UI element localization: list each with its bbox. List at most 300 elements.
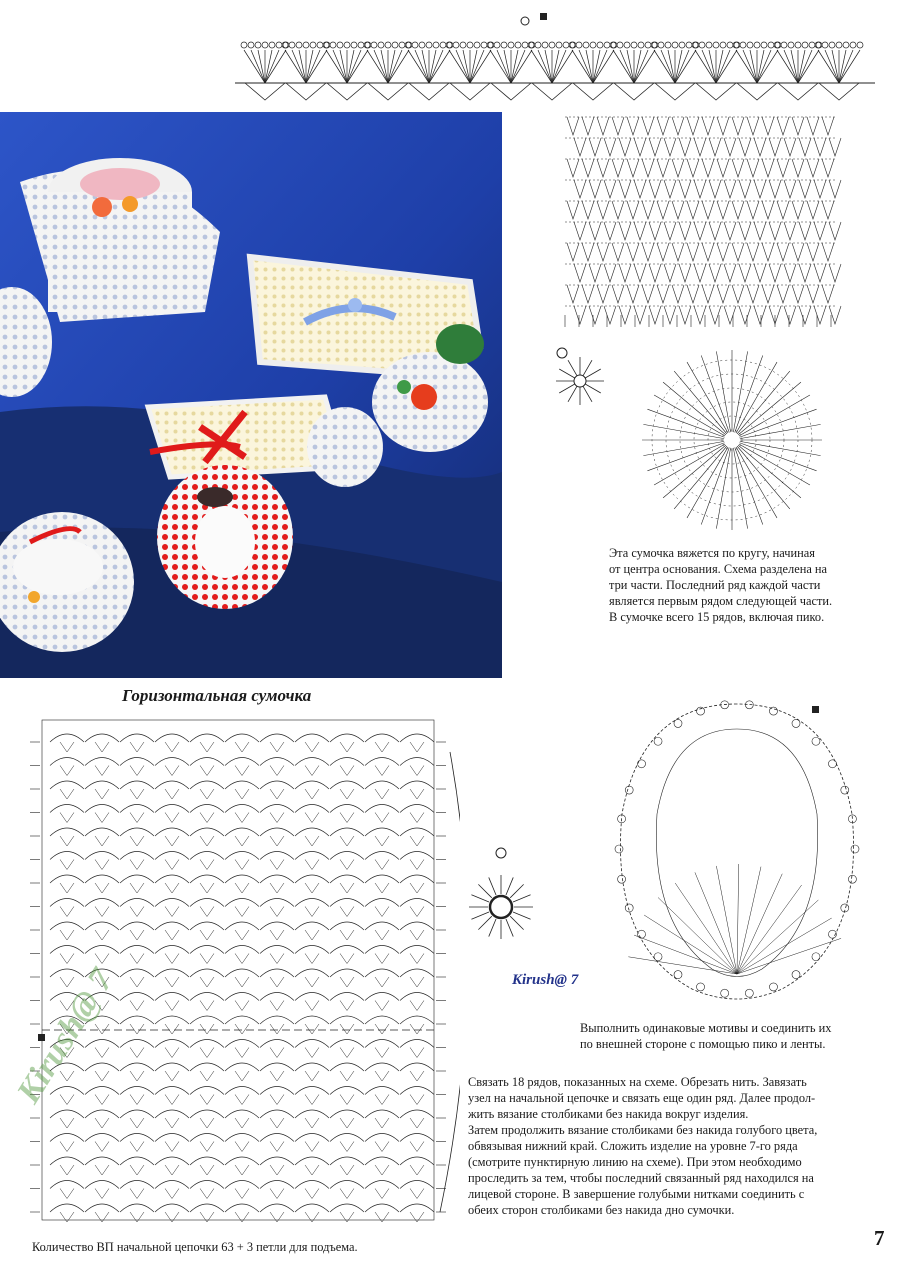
bag-v xyxy=(305,813,319,823)
mesh-v xyxy=(717,243,729,261)
bag-arc xyxy=(295,899,329,907)
bag-v xyxy=(375,1001,389,1011)
bag-v xyxy=(410,1048,424,1058)
mesh-v xyxy=(807,201,819,219)
mesh-v xyxy=(762,159,774,177)
spoke xyxy=(674,446,727,509)
bag-arc xyxy=(295,922,329,930)
bag-v xyxy=(200,742,214,752)
mesh-v xyxy=(814,222,826,240)
edging-picot xyxy=(624,42,630,48)
bag-arc xyxy=(260,922,294,930)
fan-stitch xyxy=(675,883,737,974)
bag-arc xyxy=(365,1110,399,1118)
bag-v xyxy=(165,742,179,752)
edging-picot xyxy=(296,42,302,48)
fan-stitch xyxy=(737,864,739,974)
edging-point xyxy=(532,83,572,100)
bag-v xyxy=(165,1212,179,1222)
edging-stitch xyxy=(716,50,730,83)
mesh-v xyxy=(567,285,579,303)
bag-v xyxy=(270,907,284,917)
bag-arc xyxy=(260,828,294,836)
bag-arc xyxy=(365,734,399,742)
edging-picot xyxy=(385,42,391,48)
bag-arc xyxy=(365,993,399,1001)
pouch-outline xyxy=(620,704,853,999)
bag-arc xyxy=(295,852,329,860)
bag-v xyxy=(200,977,214,987)
mesh-v xyxy=(739,264,751,282)
bag-v xyxy=(375,860,389,870)
product-photo xyxy=(0,112,502,678)
bag-arc xyxy=(50,758,84,766)
bag-v xyxy=(410,1165,424,1175)
edging-stitch xyxy=(265,50,279,83)
mesh-v xyxy=(597,201,609,219)
edging-picot xyxy=(631,42,637,48)
bag-arc xyxy=(330,1157,364,1165)
mesh-v xyxy=(739,138,751,156)
ray xyxy=(489,919,496,937)
mesh-v xyxy=(604,138,616,156)
edging-point xyxy=(778,83,818,100)
mesh-v xyxy=(702,285,714,303)
bag-v xyxy=(165,1095,179,1105)
bag-arc xyxy=(155,1087,189,1095)
mesh-v xyxy=(747,243,759,261)
bag-arc xyxy=(85,734,119,742)
mesh-v xyxy=(597,159,609,177)
bag-arc xyxy=(225,734,259,742)
mesh-v xyxy=(792,159,804,177)
bag-v xyxy=(410,954,424,964)
edging-picot xyxy=(392,42,398,48)
bag-arc xyxy=(190,828,224,836)
mesh-v xyxy=(694,222,706,240)
bag-arc xyxy=(260,1134,294,1142)
edging-picot xyxy=(241,42,247,48)
motifs-text: Выполнить одинаковые мотивы и соединить их по внешней стороне с помощью пико и ленты. xyxy=(580,1021,832,1051)
edging-picot xyxy=(843,42,849,48)
mesh-v xyxy=(792,117,804,135)
round-bag-text: Эта сумочка вяжется по кругу, начиная от центра основания. Схема разделена на три части. Последний ряд каждой части является первым рядом следующей части. В сумочке всего 15 рядов, включая пико. xyxy=(609,546,833,624)
mesh-v xyxy=(709,138,721,156)
bag-arc xyxy=(120,1110,154,1118)
bag-arc xyxy=(190,852,224,860)
bag-arc xyxy=(120,758,154,766)
bag-arc xyxy=(225,828,259,836)
bag-v xyxy=(130,1165,144,1175)
ray xyxy=(585,384,601,393)
bag-arc xyxy=(365,922,399,930)
bag-v xyxy=(200,1165,214,1175)
bag-arc xyxy=(295,1134,329,1142)
picot xyxy=(769,983,777,991)
mesh-v xyxy=(702,117,714,135)
fan-stitch xyxy=(658,897,737,974)
bag-v xyxy=(235,1142,249,1152)
edging-picot xyxy=(617,42,623,48)
mesh-v xyxy=(709,222,721,240)
bag-v xyxy=(200,1142,214,1152)
mesh-v xyxy=(799,264,811,282)
spoke xyxy=(663,445,726,498)
bag-v xyxy=(165,1118,179,1128)
bag-arc xyxy=(260,1087,294,1095)
bag-arc xyxy=(155,1063,189,1071)
edging-picot xyxy=(508,42,514,48)
bag-v xyxy=(270,742,284,752)
mesh-v xyxy=(724,306,736,324)
edging-picot xyxy=(535,42,541,48)
bag-v xyxy=(200,1048,214,1058)
bag-v xyxy=(270,1071,284,1081)
mesh-v xyxy=(627,285,639,303)
spoke xyxy=(643,424,724,438)
round xyxy=(722,430,742,450)
bag-arc xyxy=(190,946,224,954)
mesh-v xyxy=(574,180,586,198)
bag-arc xyxy=(85,946,119,954)
mesh-v xyxy=(649,306,661,324)
bag-v xyxy=(130,1189,144,1199)
ray xyxy=(471,895,489,902)
edging-picot xyxy=(419,42,425,48)
pouch-inner xyxy=(656,729,817,977)
mesh-v xyxy=(687,117,699,135)
edging-picot xyxy=(467,42,473,48)
bag-arc xyxy=(330,946,364,954)
mesh-v xyxy=(732,243,744,261)
edging-picot xyxy=(597,42,603,48)
mesh-v xyxy=(777,243,789,261)
mesh-v xyxy=(574,222,586,240)
mesh-v xyxy=(769,180,781,198)
bag-arc xyxy=(155,781,189,789)
bag-arc xyxy=(365,875,399,883)
bag-v xyxy=(130,1001,144,1011)
bag-v xyxy=(270,883,284,893)
bag-arc xyxy=(155,899,189,907)
bag-v xyxy=(95,860,109,870)
picot xyxy=(654,953,662,961)
bag-v xyxy=(375,813,389,823)
bag-v xyxy=(130,742,144,752)
edging-picot xyxy=(474,42,480,48)
bag-arc xyxy=(225,993,259,1001)
bag-v xyxy=(95,836,109,846)
bag-v xyxy=(130,977,144,987)
bag-arc xyxy=(260,899,294,907)
edging-picot xyxy=(761,42,767,48)
mesh-v xyxy=(567,117,579,135)
bag-arc xyxy=(225,1110,259,1118)
bag-v xyxy=(375,977,389,987)
bag-v xyxy=(305,766,319,776)
bag-v xyxy=(60,930,74,940)
mesh-v xyxy=(574,138,586,156)
bag-arc xyxy=(400,734,434,742)
bag-arc xyxy=(225,875,259,883)
bag-v xyxy=(130,813,144,823)
edging-picot xyxy=(481,42,487,48)
bag-v xyxy=(165,930,179,940)
bag-v xyxy=(60,954,74,964)
mesh-v xyxy=(732,117,744,135)
bag-arc xyxy=(190,1040,224,1048)
ray xyxy=(559,384,575,393)
spoke xyxy=(740,441,821,455)
bag-v xyxy=(340,883,354,893)
bag-v xyxy=(165,836,179,846)
bag-arc xyxy=(85,899,119,907)
edging-stitch xyxy=(757,50,771,83)
mesh-v xyxy=(754,180,766,198)
bag-v xyxy=(270,1001,284,1011)
edging-point xyxy=(368,83,408,100)
bag-arc xyxy=(365,852,399,860)
bag-arc xyxy=(330,1087,364,1095)
bag-v xyxy=(130,907,144,917)
bag-arc xyxy=(365,781,399,789)
bag-v xyxy=(305,1165,319,1175)
edging-picot xyxy=(740,42,746,48)
mesh-chart xyxy=(545,105,855,335)
edging-picot xyxy=(857,42,863,48)
edging-picot xyxy=(795,42,801,48)
bag-v xyxy=(200,1118,214,1128)
mesh-v xyxy=(814,306,826,324)
mesh-v xyxy=(664,264,676,282)
bag-arc xyxy=(50,1204,84,1212)
mesh-v xyxy=(792,285,804,303)
mesh-v xyxy=(829,138,841,156)
edging-stitch xyxy=(798,50,812,83)
bag-arc xyxy=(330,805,364,813)
picot xyxy=(721,989,729,997)
bag-v xyxy=(375,789,389,799)
bag-v xyxy=(410,907,424,917)
fan-stitch xyxy=(737,918,832,974)
bag-v xyxy=(235,883,249,893)
bag-arc xyxy=(85,1040,119,1048)
bag-arc xyxy=(260,805,294,813)
mesh-v xyxy=(574,264,586,282)
bag-v xyxy=(340,1165,354,1175)
bag-arc xyxy=(400,805,434,813)
bag-v xyxy=(375,1142,389,1152)
bag-arc xyxy=(155,1016,189,1024)
edging-point xyxy=(409,83,449,100)
bag-arc xyxy=(155,852,189,860)
white-yellow-purse xyxy=(148,397,383,487)
edging-picot xyxy=(679,42,685,48)
fan-stitch xyxy=(644,915,737,974)
bag-v xyxy=(410,1095,424,1105)
mesh-v xyxy=(769,222,781,240)
edging-picot xyxy=(276,42,282,48)
mesh-v xyxy=(694,264,706,282)
mesh-v xyxy=(679,138,691,156)
bag-arc xyxy=(50,734,84,742)
edging-stitch xyxy=(702,50,716,83)
bag-arc xyxy=(400,899,434,907)
fan-stitch xyxy=(737,874,782,974)
mesh-v xyxy=(777,159,789,177)
bag-arc xyxy=(190,899,224,907)
edging-picot xyxy=(686,42,692,48)
mesh-v xyxy=(627,117,639,135)
bag-arc xyxy=(225,1087,259,1095)
bag-arc xyxy=(85,828,119,836)
mesh-v xyxy=(574,306,586,324)
mesh-v xyxy=(739,306,751,324)
mesh-v xyxy=(672,243,684,261)
edging-stitch xyxy=(306,50,320,83)
bag-v xyxy=(130,1142,144,1152)
bag-v xyxy=(235,836,249,846)
mesh-v xyxy=(634,180,646,198)
bag-v xyxy=(375,836,389,846)
mesh-v xyxy=(732,159,744,177)
mesh-v xyxy=(634,306,646,324)
bag-arc xyxy=(120,781,154,789)
bag-v xyxy=(235,977,249,987)
edging-picot xyxy=(829,42,835,48)
bag-v xyxy=(305,1142,319,1152)
picot xyxy=(697,707,705,715)
mesh-v xyxy=(769,138,781,156)
bag-v xyxy=(60,1165,74,1175)
mesh-v xyxy=(604,306,616,324)
ring xyxy=(574,375,586,387)
bag-arc xyxy=(50,875,84,883)
mesh-v xyxy=(582,243,594,261)
edging-stitch xyxy=(743,50,757,83)
bag-arc xyxy=(190,1157,224,1165)
edging-picot xyxy=(522,42,528,48)
bag-v xyxy=(340,1142,354,1152)
bag-v xyxy=(410,1071,424,1081)
mesh-v xyxy=(814,180,826,198)
bag-arc xyxy=(50,1181,84,1189)
bag-arc xyxy=(85,805,119,813)
bag-arc xyxy=(295,828,329,836)
mesh-v xyxy=(612,117,624,135)
ray xyxy=(478,884,491,897)
mesh-v xyxy=(814,138,826,156)
bag-arc xyxy=(155,1134,189,1142)
bag-arc xyxy=(155,1181,189,1189)
mesh-v xyxy=(657,243,669,261)
bag-v xyxy=(340,907,354,917)
edging-stitch xyxy=(333,50,347,83)
mesh-v xyxy=(732,201,744,219)
mesh-v xyxy=(612,243,624,261)
bag-arc xyxy=(50,922,84,930)
edging-point xyxy=(286,83,326,100)
mesh-v xyxy=(642,117,654,135)
edging-picot xyxy=(850,42,856,48)
bag-arc xyxy=(365,805,399,813)
bag-v xyxy=(130,766,144,776)
edging-picot xyxy=(255,42,261,48)
spoke xyxy=(733,448,747,529)
bag-arc xyxy=(330,969,364,977)
bag-v xyxy=(200,813,214,823)
bag-arc xyxy=(260,852,294,860)
edging-picot xyxy=(358,42,364,48)
bag-arc xyxy=(365,1040,399,1048)
bag-v xyxy=(340,1024,354,1034)
bag-arc xyxy=(260,781,294,789)
bag-arc xyxy=(260,1016,294,1024)
edging-point xyxy=(245,83,285,100)
bag-arc xyxy=(120,734,154,742)
edging-picot xyxy=(604,42,610,48)
bag-v xyxy=(410,977,424,987)
bag-v xyxy=(375,1189,389,1199)
bag-v xyxy=(165,813,179,823)
mesh-v xyxy=(754,222,766,240)
bag-arc xyxy=(190,1134,224,1142)
bag-v xyxy=(60,1095,74,1105)
bag-v xyxy=(375,883,389,893)
edging-picot xyxy=(699,42,705,48)
mesh-v xyxy=(649,222,661,240)
edging-picot xyxy=(515,42,521,48)
round-base-chart xyxy=(632,343,832,538)
mesh-v xyxy=(747,117,759,135)
bag-arc xyxy=(120,1087,154,1095)
bag-v xyxy=(130,1024,144,1034)
mesh-v xyxy=(694,138,706,156)
bag-arc xyxy=(120,1016,154,1024)
edging-picot xyxy=(822,42,828,48)
bag-arc xyxy=(400,993,434,1001)
mesh-v xyxy=(784,222,796,240)
bag-arc xyxy=(225,1063,259,1071)
bag-v xyxy=(340,1001,354,1011)
bag-v xyxy=(95,907,109,917)
bag-arc xyxy=(295,1063,329,1071)
bag-v xyxy=(340,742,354,752)
bag-v xyxy=(305,860,319,870)
bag-arc xyxy=(225,758,259,766)
bag-v xyxy=(130,1212,144,1222)
edging-stitch xyxy=(661,50,675,83)
edging-picot xyxy=(371,42,377,48)
bag-v xyxy=(95,766,109,776)
bag-v xyxy=(235,1048,249,1058)
bag-arc xyxy=(85,1110,119,1118)
spoke xyxy=(738,382,801,435)
ray xyxy=(506,919,513,937)
mesh-v xyxy=(634,222,646,240)
bag-v xyxy=(375,1165,389,1175)
bag-arc xyxy=(190,781,224,789)
mesh-v xyxy=(589,222,601,240)
page-number: 7 xyxy=(874,1226,885,1250)
edging-point xyxy=(614,83,654,100)
bag-arc xyxy=(260,1204,294,1212)
bag-arc xyxy=(190,1087,224,1095)
bag-arc xyxy=(295,875,329,883)
bag-arc xyxy=(190,734,224,742)
bag-arc xyxy=(120,1157,154,1165)
bag-arc xyxy=(50,899,84,907)
